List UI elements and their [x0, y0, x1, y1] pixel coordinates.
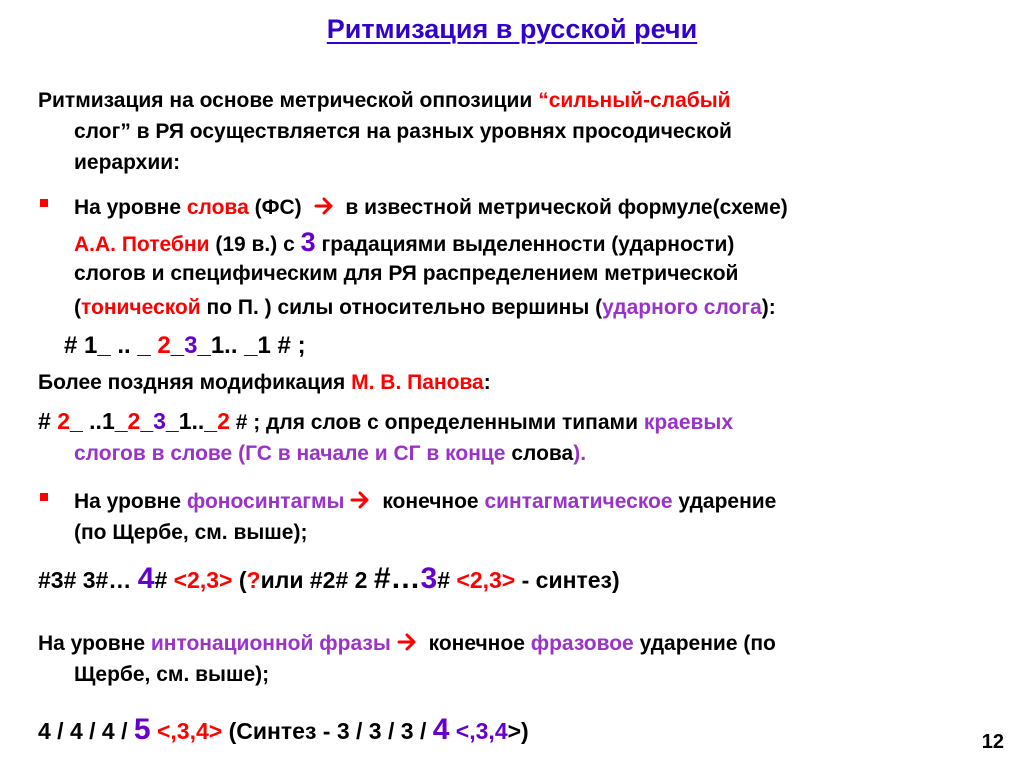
text: 4 / 4 / 4 / — [38, 718, 134, 744]
highlight-text: <2,3> — [173, 567, 233, 593]
text: # ; для слов с определенными типами — [229, 411, 644, 434]
highlight-number: 3 — [420, 562, 438, 595]
highlight-text: ,3,4 — [170, 718, 209, 744]
text: (Синтез - 3 / 3 / 3 / — [222, 718, 433, 744]
text: (по Щербе, см. выше); — [74, 521, 308, 544]
text: конечное — [422, 632, 531, 655]
phrase-line-1 — [38, 628, 776, 659]
text: # — [154, 567, 174, 593]
highlight-text: ГС — [245, 442, 272, 465]
highlight-text: интонационной фразы — [150, 632, 391, 655]
highlight-text: краевых — [643, 411, 734, 434]
highlight-text: <,3,4 — [449, 718, 508, 744]
highlight-text: синтагматическое — [484, 490, 673, 513]
highlight-text: А.А. Потебни — [74, 233, 210, 256]
text: Щербе, см. выше); — [74, 663, 270, 686]
formula-line-2-cont — [74, 438, 586, 469]
bullet1-line-2 — [74, 227, 734, 260]
highlight-text: слогов в слове — [74, 442, 233, 465]
highlight-text: тонической — [81, 296, 201, 319]
text: слог” в РЯ осуществляется на разных уровнях просодической — [74, 120, 732, 143]
square-bullet-icon — [40, 199, 48, 207]
highlight-number: 2 — [157, 332, 171, 359]
highlight-number: 5 — [133, 713, 151, 746]
formula-line-3 — [38, 563, 620, 596]
text: Ритмизация на основе метрической оппозиции — [38, 89, 539, 112]
text: слогов и специфическим для РЯ распределением метрической — [74, 262, 739, 285]
right-arrow-icon — [397, 633, 417, 651]
highlight-text: СГ — [393, 442, 421, 465]
bullet2-line-2 — [74, 517, 307, 548]
intro-line-2 — [74, 116, 732, 147]
right-arrow-icon — [350, 491, 370, 509]
text: - синтез) — [515, 567, 620, 593]
intro-line-1 — [38, 85, 731, 116]
text: (ФС) — [248, 196, 308, 219]
bullet1-line-1 — [74, 192, 788, 223]
text: ударение (по — [633, 632, 776, 655]
highlight-text: фоносинтагмы — [186, 490, 345, 513]
text: ( — [232, 567, 247, 593]
highlight-number: 2 — [127, 408, 141, 434]
text: _ ..1_ — [69, 408, 128, 434]
highlight-text: слова — [186, 196, 249, 219]
text: # 1_ .. _ — [64, 332, 158, 359]
highlight-text: > — [208, 718, 223, 744]
bullet2-line-1 — [74, 486, 776, 517]
text: (19 в.) с — [209, 233, 301, 256]
intro-line-3 — [74, 147, 180, 178]
text: слова — [511, 442, 574, 465]
text: иерархии: — [74, 151, 181, 174]
highlight-text: “сильный-слабый — [538, 89, 731, 112]
highlight-number: 4 — [432, 713, 450, 746]
highlight-number: 2 — [217, 408, 230, 434]
page-number: 12 — [981, 731, 1004, 753]
highlight-text: фразовое — [530, 632, 634, 655]
formula-line-1 — [64, 330, 306, 361]
highlight-text: в начале и — [271, 442, 394, 465]
formula-line-2 — [38, 406, 733, 438]
text: : — [483, 371, 491, 394]
text: градациями выделенности (ударности) — [315, 233, 735, 256]
text: в известной метрической формуле(схеме) — [339, 196, 788, 219]
bullet1-line-3 — [74, 258, 738, 289]
text: _1.._ — [165, 408, 218, 434]
highlight-number: 3 — [153, 408, 166, 434]
panov-line — [38, 367, 491, 398]
text: ударение — [672, 490, 777, 513]
text: На уровне — [38, 632, 151, 655]
text: >) — [507, 718, 529, 744]
square-bullet-icon — [40, 493, 48, 501]
text: Более поздняя модификация — [38, 371, 352, 394]
right-arrow-icon — [314, 197, 334, 215]
text: #… — [373, 562, 421, 595]
text: _1.. _1 # ; — [197, 332, 306, 359]
highlight-text: в конце — [420, 442, 512, 465]
highlight-text: М. В. Панова — [351, 371, 484, 394]
text: ( — [74, 296, 81, 319]
text: или #2# 2 — [260, 567, 374, 593]
bullet1-line-4 — [74, 292, 776, 323]
text: по П. ) силы относительно вершины ( — [200, 296, 603, 319]
text: # — [38, 408, 58, 434]
text: конечное — [376, 490, 485, 513]
phrase-line-2 — [74, 659, 269, 690]
highlight-text: ). — [573, 442, 587, 465]
formula-line-4 — [38, 714, 529, 747]
highlight-number: 2 — [57, 408, 70, 434]
highlight-text: ударного слога — [602, 296, 762, 319]
highlight-number: 4 — [137, 562, 155, 595]
highlight-text: ? — [246, 567, 261, 593]
text: На уровне — [74, 490, 187, 513]
highlight-text: <2,3> — [456, 567, 516, 593]
text: #3# 3#… — [38, 567, 138, 593]
highlight-text: ( — [232, 442, 246, 465]
slide-title: Ритмизация в русской речи — [326, 14, 698, 44]
text: # — [437, 567, 457, 593]
highlight-number: 3 — [184, 332, 198, 359]
text: На уровне — [74, 196, 187, 219]
text: ): — [761, 296, 776, 319]
highlight-text: < — [150, 718, 171, 744]
highlight-number: 3 — [300, 227, 316, 257]
text: _ — [170, 332, 185, 359]
text: _ — [140, 408, 154, 434]
